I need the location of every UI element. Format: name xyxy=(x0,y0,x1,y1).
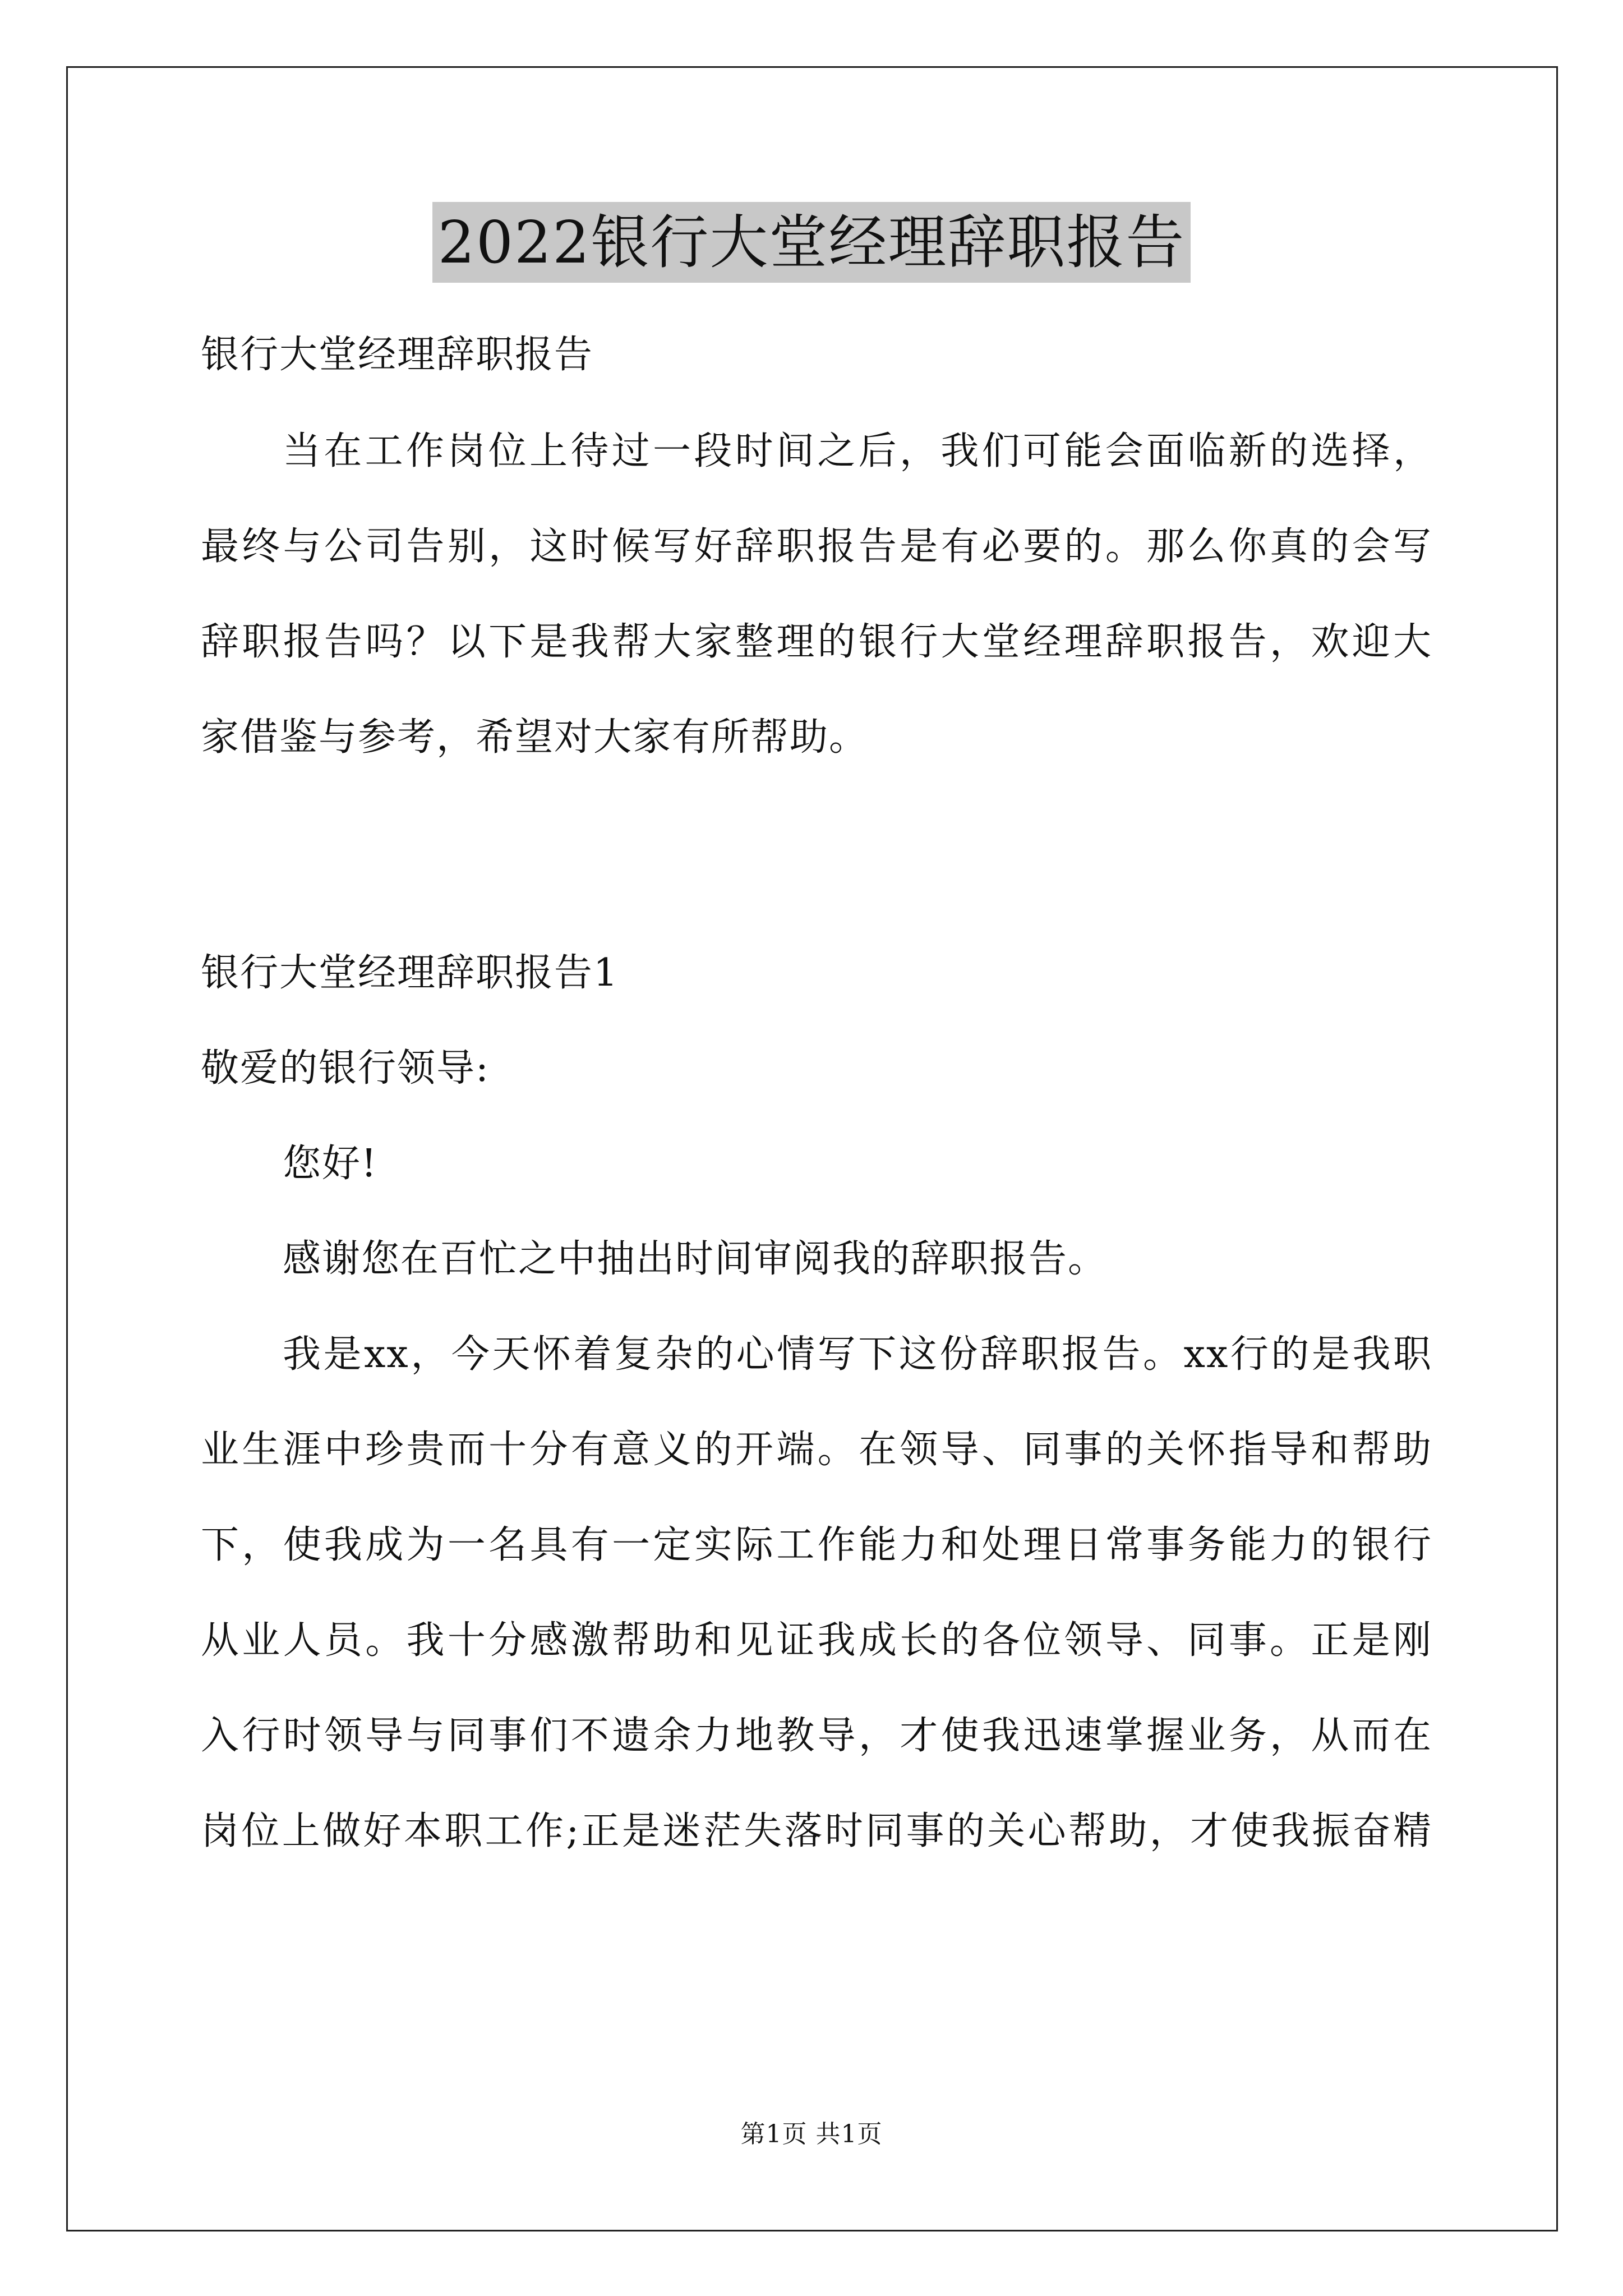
title-container xyxy=(0,202,1623,283)
intro-line: 家借鉴与参考，希望对大家有所帮助。 xyxy=(201,715,869,760)
document-title: 2022银行大堂经理辞职报告 xyxy=(432,202,1191,283)
body-line: 入行时领导与同事们不遗余力地教导，才使我迅速掌握业务，从而在 xyxy=(201,1714,1432,1758)
intro-line: 最终与公司告别，这时候写好辞职报告是有必要的。那么你真的会写 xyxy=(201,524,1432,569)
thanks-line: 感谢您在百忙之中抽出时间审阅我的辞职报告。 xyxy=(283,1237,1108,1281)
page-number-footer: 第1页 共1页 xyxy=(740,2120,883,2148)
body-line: 从业人员。我十分感激帮助和见证我成长的各位领导、同事。正是刚 xyxy=(201,1618,1432,1663)
body-line: 岗位上做好本职工作;正是迷茫失落时同事的关心帮助，才使我振奋精 xyxy=(201,1809,1432,1853)
salutation: 敬爱的银行领导: xyxy=(201,1046,490,1091)
body-line: 下，使我成为一名具有一定实际工作能力和处理日常事务能力的银行 xyxy=(201,1523,1432,1567)
section-heading: 银行大堂经理辞职报告1 xyxy=(201,951,619,995)
intro-line: 当在工作岗位上待过一段时间之后，我们可能会面临新的选择， xyxy=(283,429,1432,473)
document-subtitle: 银行大堂经理辞职报告 xyxy=(201,333,594,377)
body-line: 业生涯中珍贵而十分有意义的开端。在领导、同事的关怀指导和帮助 xyxy=(201,1428,1432,1472)
intro-line: 辞职报告吗？以下是我帮大家整理的银行大堂经理辞职报告，欢迎大 xyxy=(201,620,1432,664)
greeting: 您好! xyxy=(283,1142,378,1186)
body-line: 我是xx，今天怀着复杂的心情写下这份辞职报告。xx行的是我职 xyxy=(283,1332,1432,1377)
